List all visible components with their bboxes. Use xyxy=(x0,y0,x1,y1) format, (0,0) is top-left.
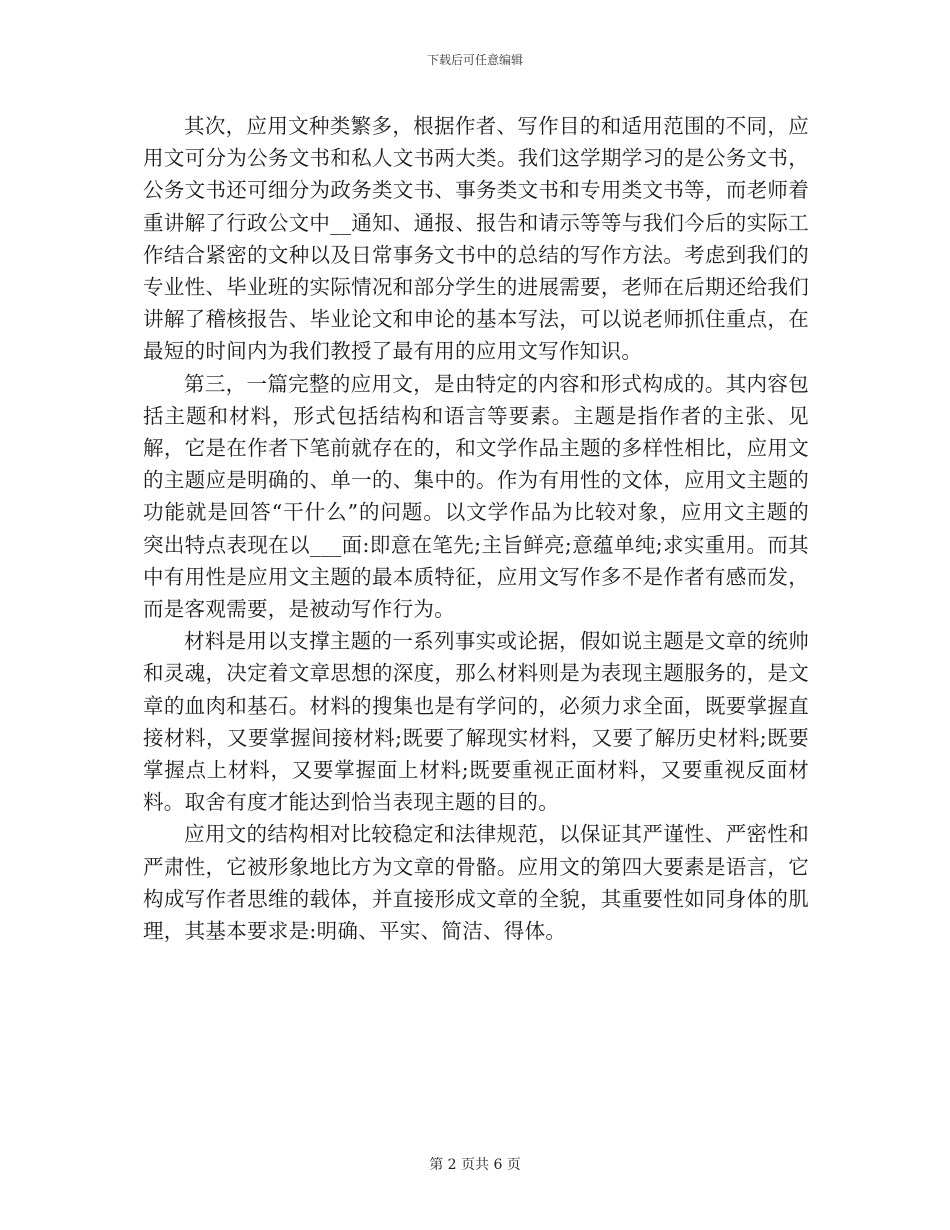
paragraph-content-and-theme: 第三，一篇完整的应用文，是由特定的内容和形式构成的。其内容包括主题和材料，形式包括结构和语言等要素。主题是指作者的主张、见解，它是在作者下笔前就存在的，和文学作品主题的多样性相比，应用文的主题应是明确的、单一的、集中的。作为有用性的文体，应用文主题的功能就是回答“干什么”的问题。以文学作品为比较对象，应用文主题的突出特点表现在以___面:即意在笔先;主旨鲜亮;意蕴单纯;求实重用。而其中有用性是应用文主题的最本质特征，应用文写作多不是作者有感而发，而是客观需要，是被动写作行为。 xyxy=(143,371,809,622)
paragraph-materials: 材料是用以支撑主题的一系列事实或论据，假如说主题是文章的统帅和灵魂，决定着文章思想的深度，那么材料则是为表现主题服务的，是文章的血肉和基石。材料的搜集也是有学问的，必须力求全面，既要掌握直接材料，又要掌握间接材料;既要了解现实材料，又要了解历史材料;既要掌握点上材料，又要掌握面上材料;既要重视正面材料，又要重视反面材料。取舍有度才能达到恰当表现主题的目的。 xyxy=(143,629,809,815)
paragraph-document-categories: 其次，应用文种类繁多，根据作者、写作目的和适用范围的不同，应用文可分为公务文书和私人文书两大类。我们这学期学习的是公务文书，公务文书还可细分为政务类文书、事务类文书和专用类文书等，而老师着重讲解了行政公文中__通知、通报、报告和请示等等与我们今后的实际工作结合紧密的文种以及日常事务文书中的总结的写作方法。考虑到我们的专业性、毕业班的实际情况和部分学生的进展需要，老师在后期还给我们讲解了稽核报告、毕业论文和申论的基本写法，可以说老师抓住重点，在最短的时间内为我们教授了最有用的应用文写作知识。 xyxy=(143,114,809,364)
page-number: 第 2 页共 6 页 xyxy=(429,1157,521,1173)
document-body xyxy=(143,110,809,947)
paragraph-structure-and-language: 应用文的结构相对比较稳定和法律规范，以保证其严谨性、严密性和严肃性，它被形象地比方为文章的骨骼。应用文的第四大要素是语言，它构成写作者思维的载体，并直接形成文章的全貌，其重要性如同身体的肌理，其基本要求是:明确、平实、简洁、得体。 xyxy=(143,822,809,944)
page-header: 下载后可任意编辑 xyxy=(426,53,523,67)
